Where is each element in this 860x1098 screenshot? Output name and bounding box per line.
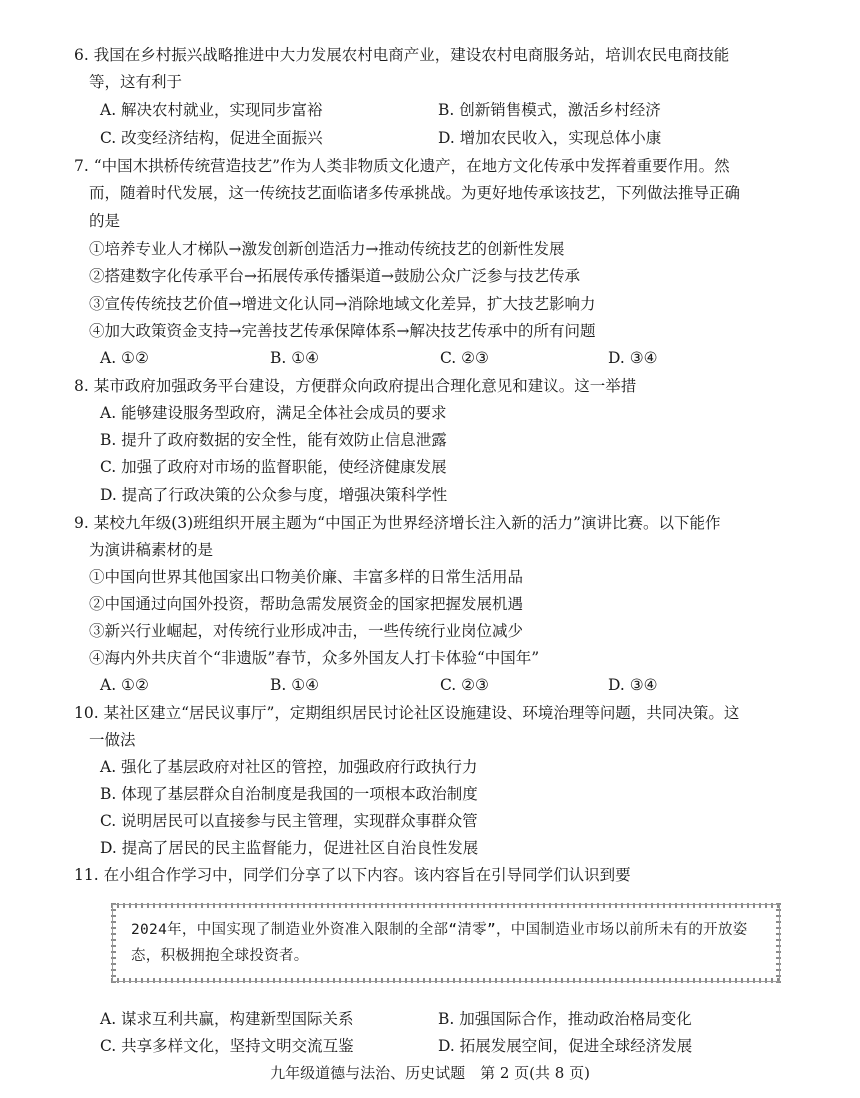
q7-stem-line-3: 的是 <box>89 212 121 230</box>
q8-option-a: A. 能够建设服务型政府，满足全体社会成员的要求 <box>100 404 447 422</box>
q11-material-box <box>106 898 786 988</box>
q6-stem-line-1: 6. 我国在乡村振兴战略推进中大力发展农村电商产业，建设农村电商服务站，培训农民电商技能 <box>74 46 730 64</box>
q7-stem-line-2: 而，随着时代发展，这一传统技艺面临诸多传承挑战。为更好地传承该技艺，下列做法推导正确 <box>89 184 741 202</box>
q11-option-a: A. 谋求互利共赢，构建新型国际关系 <box>100 1010 354 1028</box>
q9-statement-2: ②中国通过向国外投资，帮助急需发展资金的国家把握发展机遇 <box>89 595 524 613</box>
q11-option-c: C. 共享多样文化，坚持文明交流互鉴 <box>100 1037 354 1055</box>
q11-stem: 11. 在小组合作学习中，同学们分享了以下内容。该内容旨在引导同学们认识到要 <box>74 866 631 884</box>
q10-option-d: D. 提高了居民的民主监督能力，促进社区自治良性发展 <box>100 839 479 857</box>
q9-statement-1: ①中国向世界其他国家出口物美价廉、丰富多样的日常生活用品 <box>89 568 524 586</box>
q10-option-a: A. 强化了基层政府对社区的管控，加强政府行政执行力 <box>100 758 478 776</box>
q7-statement-3: ③宣传传统技艺价值→增进文化认同→消除地域文化差异，扩大技艺影响力 <box>89 295 596 313</box>
q11-option-b: B. 加强国际合作，推动政治格局变化 <box>438 1010 692 1028</box>
q7-stem-line-1: 7. “中国木拱桥传统营造技艺”作为人类非物质文化遗产，在地方文化传承中发挥着重要作用。然 <box>74 157 730 175</box>
q8-stem: 8. 某市政府加强政务平台建设，方便群众向政府提出合理化意见和建议。这一举措 <box>74 377 637 395</box>
q10-stem-line-2: 一做法 <box>89 731 136 749</box>
q9-option-a: A. ①② <box>100 676 149 694</box>
q6-option-c: C. 改变经济结构，促进全面振兴 <box>100 129 323 147</box>
q9-stem-line-2: 为演讲稿素材的是 <box>89 541 214 559</box>
q9-option-b: B. ①④ <box>270 676 320 694</box>
q8-option-b: B. 提升了政府数据的安全性，能有效防止信息泄露 <box>100 431 447 449</box>
q9-stem-line-1: 9. 某校九年级(3)班组织开展主题为“中国正为世界经济增长注入新的活力”演讲比赛。以下能作 <box>74 514 721 532</box>
q9-statement-4: ④海内外共庆首个“非遗版”春节，众多外国友人打卡体验“中国年” <box>89 649 540 667</box>
q6-option-b: B. 创新销售模式，激活乡村经济 <box>438 101 661 119</box>
q9-option-d: D. ③④ <box>608 676 658 694</box>
q9-option-c: C. ②③ <box>440 676 489 694</box>
q6-option-d: D. 增加农民收入，实现总体小康 <box>438 129 662 147</box>
q10-option-c: C. 说明居民可以直接参与民主管理，实现群众事群众管 <box>100 812 478 830</box>
q10-stem-line-1: 10. 某社区建立“居民议事厅”，定期组织居民讨论社区设施建设、环境治理等问题，共同决策。这 <box>74 704 740 722</box>
q6-stem-line-2: 等，这有利于 <box>89 73 183 91</box>
q8-option-c: C. 加强了政府对市场的监督职能，使经济健康发展 <box>100 458 447 476</box>
q7-option-c: C. ②③ <box>440 349 489 367</box>
q11-material-text: 2024年，中国实现了制造业外资准入限制的全部“清零”，中国制造业市场以前所未有的开放姿态，积极拥抱全球投资者。 <box>131 922 748 964</box>
q11-option-d: D. 拓展发展空间，促进全球经济发展 <box>438 1037 693 1055</box>
q7-option-b: B. ①④ <box>270 349 320 367</box>
q8-option-d: D. 提高了行政决策的公众参与度，增强决策科学性 <box>100 486 448 504</box>
q7-option-a: A. ①② <box>100 349 149 367</box>
q7-option-d: D. ③④ <box>608 349 658 367</box>
q7-statement-1: ①培养专业人才梯队→激发创新创造活力→推动传统技艺的创新性发展 <box>89 240 565 258</box>
q7-statement-4: ④加大政策资金支持→完善技艺传承保障体系→解决技艺传承中的所有问题 <box>89 322 596 340</box>
q7-statement-2: ②搭建数字化传承平台→拓展传承传播渠道→鼓励公众广泛参与技艺传承 <box>89 267 580 285</box>
q6-option-a: A. 解决农村就业，实现同步富裕 <box>100 101 323 119</box>
q9-statement-3: ③新兴行业崛起，对传统行业形成冲击，一些传统行业岗位减少 <box>89 622 524 640</box>
q10-option-b: B. 体现了基层群众自治制度是我国的一项根本政治制度 <box>100 785 478 803</box>
page-footer: 九年级道德与法治、历史试题 第 2 页(共 8 页) <box>270 1064 590 1082</box>
